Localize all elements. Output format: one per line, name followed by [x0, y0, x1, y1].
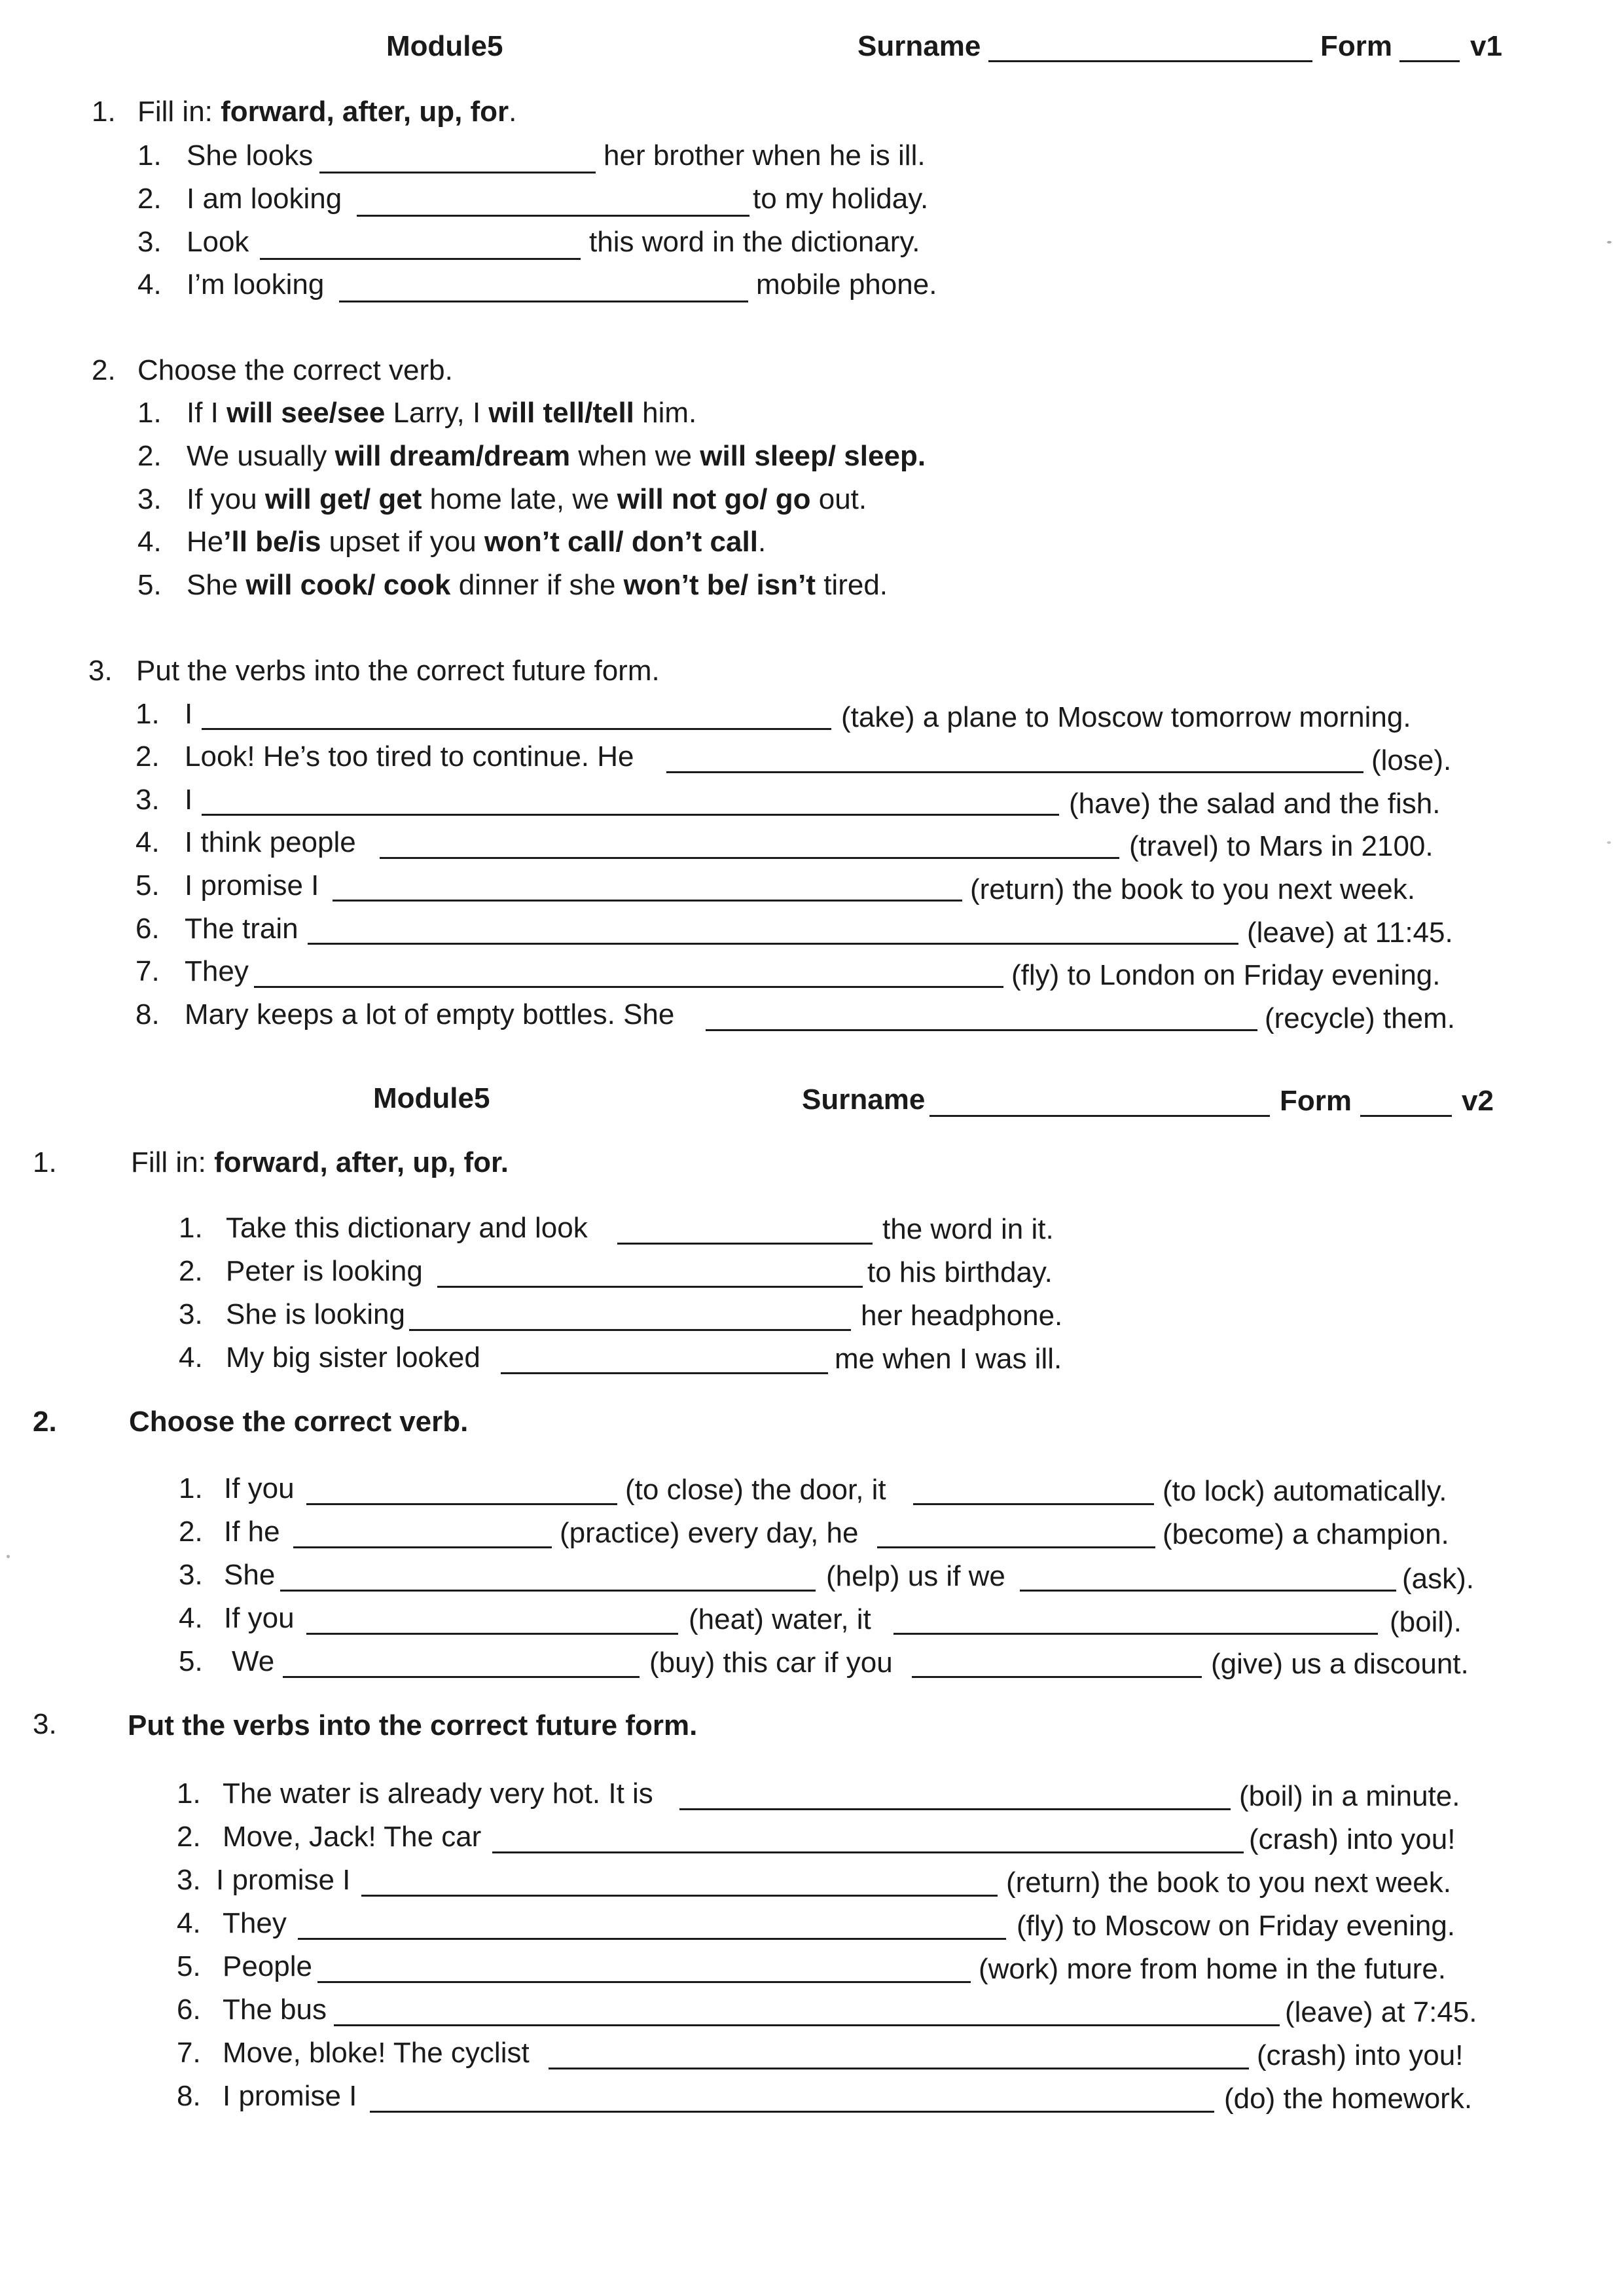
- v2-ex3-item-number: 6.: [177, 1994, 201, 2026]
- v2-ex2-item-text: (heat) water, it: [689, 1603, 871, 1635]
- v1-ex2-instruction: Choose the correct verb.: [137, 354, 453, 386]
- v2-version-label: v2: [1462, 1085, 1494, 1117]
- v1-ex3-answer-blank[interactable]: [666, 771, 1363, 773]
- v2-ex1-item-text: me when I was ill.: [835, 1343, 1062, 1375]
- scan-speck: [7, 1555, 10, 1558]
- v1-ex2-item-text: He’ll be/is upset if you won’t call/ don’t call.: [187, 526, 767, 558]
- v1-ex2-item-number: 5.: [137, 569, 162, 601]
- v1-ex3-item-number: 5.: [135, 869, 160, 902]
- v1-surname-line[interactable]: [988, 60, 1312, 62]
- v1-ex3-item-number: 4.: [135, 826, 160, 858]
- v1-ex1-item-text: I’m looking: [187, 268, 325, 301]
- v2-ex3-item-text: (crash) into you!: [1257, 2039, 1464, 2071]
- v1-ex3-item-number: 2.: [135, 740, 160, 773]
- v2-ex3-item-number: 2.: [177, 1821, 201, 1853]
- v2-ex1-answer-blank[interactable]: [409, 1329, 851, 1331]
- v2-ex2-item-text: (buy) this car if you: [649, 1647, 893, 1679]
- v2-ex3-answer-blank[interactable]: [361, 1895, 998, 1897]
- v2-ex3-answer-blank[interactable]: [317, 1981, 971, 1983]
- v1-ex1-item-text: this word in the dictionary.: [589, 226, 920, 258]
- v1-ex1-answer-blank[interactable]: [357, 215, 749, 217]
- v1-ex3-answer-blank[interactable]: [202, 728, 831, 730]
- v1-ex1-item-text: mobile phone.: [756, 268, 937, 301]
- v1-ex1-item-number: 2.: [137, 183, 162, 215]
- v2-ex3-item-text: (work) more from home in the future.: [979, 1953, 1447, 1985]
- v1-ex1-instruction: Fill in: forward, after, up, for.: [137, 96, 517, 128]
- v1-ex3-item-number: 8.: [135, 998, 160, 1030]
- v2-ex3-item-text: (return) the book to you next week.: [1006, 1867, 1451, 1899]
- v1-ex2-item-number: 4.: [137, 526, 162, 558]
- scan-speck: [1607, 841, 1611, 844]
- scan-speck: [1607, 241, 1612, 244]
- v1-ex3-answer-blank[interactable]: [333, 900, 962, 902]
- v2-ex1-item-number: 2.: [179, 1255, 203, 1287]
- v2-surname-line[interactable]: [929, 1115, 1270, 1117]
- v1-ex2-item-text: We usually will dream/dream when we will sleep/ sleep.: [187, 440, 926, 472]
- v2-ex2-answer-blank[interactable]: [877, 1546, 1155, 1548]
- v2-form-line[interactable]: [1360, 1115, 1452, 1117]
- v2-ex3-instruction: Put the verbs into the correct future form.: [128, 1709, 698, 1741]
- v2-ex2-answer-blank[interactable]: [306, 1633, 678, 1635]
- v2-ex3-item-text: (boil) in a minute.: [1239, 1780, 1460, 1812]
- v2-ex3-item-text: The bus: [223, 1994, 327, 2026]
- v1-ex3-item-number: 6.: [135, 913, 160, 945]
- v1-ex1-number: 1.: [92, 96, 116, 128]
- v2-ex3-answer-blank[interactable]: [334, 2024, 1280, 2026]
- v1-ex3-item-text: (lose).: [1371, 744, 1452, 776]
- v2-ex3-item-text: They: [223, 1907, 287, 1939]
- v2-ex2-number: 2.: [33, 1406, 57, 1438]
- v2-ex3-item-text: I promise I: [223, 2080, 357, 2112]
- v2-ex2-item-text: (become) a champion.: [1163, 1518, 1449, 1550]
- v2-ex3-answer-blank[interactable]: [549, 2068, 1249, 2069]
- v2-ex2-item-text: We: [232, 1645, 275, 1677]
- v1-ex3-item-text: (return) the book to you next week.: [970, 873, 1415, 905]
- v1-ex3-item-text: I promise I: [185, 869, 319, 902]
- v2-ex2-answer-blank[interactable]: [293, 1546, 552, 1548]
- v2-ex2-item-text: If he: [224, 1516, 280, 1548]
- v1-form-line[interactable]: [1399, 60, 1460, 62]
- v1-ex2-number: 2.: [92, 354, 116, 386]
- v2-ex2-answer-blank[interactable]: [913, 1503, 1154, 1505]
- v2-ex3-item-text: People: [223, 1950, 313, 1982]
- v1-ex1-item-number: 3.: [137, 226, 162, 258]
- v1-ex3-item-text: I: [185, 698, 193, 730]
- v2-form-label: Form: [1280, 1085, 1352, 1117]
- v1-ex1-item-text: She looks: [187, 139, 314, 172]
- v2-ex2-answer-blank[interactable]: [283, 1676, 640, 1678]
- v2-ex3-answer-blank[interactable]: [492, 1851, 1244, 1853]
- v2-ex1-item-text: to his birthday.: [867, 1256, 1053, 1288]
- v2-ex3-item-text: Move, Jack! The car: [223, 1821, 482, 1853]
- v2-ex2-item-text: (give) us a discount.: [1211, 1648, 1469, 1680]
- v1-ex3-item-text: The train: [185, 913, 298, 945]
- v1-ex3-answer-blank[interactable]: [202, 814, 1059, 816]
- v2-ex1-answer-blank[interactable]: [617, 1243, 873, 1245]
- v1-ex1-answer-blank[interactable]: [339, 301, 748, 302]
- v2-ex1-item-text: the word in it.: [882, 1213, 1054, 1245]
- v1-form-label: Form: [1320, 30, 1392, 62]
- v1-ex3-instruction: Put the verbs into the correct future form.: [136, 655, 660, 687]
- v2-ex2-answer-blank[interactable]: [280, 1590, 816, 1592]
- v2-ex3-item-text: (crash) into you!: [1249, 1823, 1456, 1855]
- v2-ex2-answer-blank[interactable]: [1020, 1590, 1396, 1592]
- v1-ex2-item-number: 3.: [137, 483, 162, 515]
- v1-ex3-item-text: (recycle) them.: [1265, 1002, 1455, 1034]
- v1-ex2-item-number: 2.: [137, 440, 162, 472]
- v1-ex3-item-text: I think people: [185, 826, 356, 858]
- v1-ex1-item-number: 1.: [137, 139, 162, 172]
- v2-ex1-item-text: her headphone.: [861, 1300, 1063, 1332]
- v1-ex3-item-number: 3.: [135, 784, 160, 816]
- v1-ex3-number: 3.: [88, 655, 113, 687]
- v1-surname-label: Surname: [857, 30, 981, 62]
- v2-ex1-number: 1.: [33, 1146, 57, 1178]
- v1-ex3-answer-blank[interactable]: [706, 1029, 1257, 1031]
- v1-ex3-item-text: (fly) to London on Friday evening.: [1011, 959, 1441, 991]
- v2-ex1-item-number: 3.: [179, 1298, 203, 1330]
- v1-ex3-item-text: Look! He’s too tired to continue. He: [185, 740, 634, 773]
- v2-ex1-item-number: 4.: [179, 1341, 203, 1374]
- v2-ex3-answer-blank[interactable]: [298, 1938, 1006, 1940]
- v2-ex2-item-text: She: [224, 1559, 276, 1591]
- v1-ex2-item-text: If I will see/see Larry, I will tell/tell him.: [187, 397, 697, 429]
- v1-ex2-item-number: 1.: [137, 397, 162, 429]
- v1-ex2-item-text: If you will get/ get home late, we will not go/ go out.: [187, 483, 867, 515]
- v2-ex2-item-number: 3.: [179, 1559, 203, 1591]
- v1-ex3-item-text: Mary keeps a lot of empty bottles. She: [185, 998, 675, 1030]
- v2-ex2-instruction: Choose the correct verb.: [129, 1406, 469, 1438]
- v2-ex2-answer-blank[interactable]: [306, 1503, 617, 1505]
- v2-ex3-item-number: 5.: [177, 1950, 201, 1982]
- v2-ex3-answer-blank[interactable]: [679, 1808, 1231, 1810]
- v2-ex2-item-text: (boil).: [1390, 1606, 1462, 1638]
- v2-ex3-item-text: I promise I: [216, 1864, 351, 1896]
- v2-ex2-item-text: (to close) the door, it: [625, 1474, 886, 1506]
- v1-ex1-word-list: forward, after, up, for: [221, 96, 509, 128]
- v2-ex2-answer-blank[interactable]: [893, 1633, 1378, 1635]
- v2-ex1-answer-blank[interactable]: [437, 1286, 863, 1288]
- v2-ex3-item-number: 8.: [177, 2080, 201, 2112]
- v2-surname-label: Surname: [802, 1084, 926, 1116]
- v2-ex1-answer-blank[interactable]: [501, 1372, 828, 1374]
- v2-ex2-item-text: (help) us if we: [826, 1560, 1005, 1592]
- v2-ex3-item-text: Move, bloke! The cyclist: [223, 2037, 530, 2069]
- v2-ex2-item-number: 2.: [179, 1516, 203, 1548]
- v1-ex1-item-text: her brother when he is ill.: [604, 139, 926, 172]
- v2-ex3-item-text: (do) the homework.: [1224, 2083, 1473, 2115]
- v2-ex2-item-number: 1.: [179, 1472, 203, 1504]
- v2-ex3-item-number: 3.: [177, 1864, 201, 1896]
- v2-ex3-number: 3.: [33, 1708, 57, 1740]
- v1-ex3-item-text: They: [185, 955, 249, 987]
- v1-ex3-item-text: (take) a plane to Moscow tomorrow morning.: [841, 701, 1411, 733]
- v1-ex3-answer-blank[interactable]: [254, 986, 1003, 988]
- v1-ex1-item-text: Look: [187, 226, 249, 258]
- v1-ex3-item-number: 1.: [135, 698, 160, 730]
- v2-ex2-item-number: 4.: [179, 1602, 203, 1634]
- v2-ex3-item-number: 4.: [177, 1907, 201, 1939]
- v2-ex1-word-list: forward, after, up, for.: [214, 1146, 509, 1178]
- v1-ex2-item-text: She will cook/ cook dinner if she won’t be/ isn’t tired.: [187, 569, 888, 601]
- v1-ex3-item-number: 7.: [135, 955, 160, 987]
- v1-ex3-item-text: I: [185, 784, 193, 816]
- v2-ex3-item-number: 1.: [177, 1777, 201, 1810]
- v1-ex3-item-text: (travel) to Mars in 2100.: [1129, 830, 1434, 862]
- v1-ex1-item-number: 4.: [137, 268, 162, 301]
- v1-ex1-answer-blank[interactable]: [260, 258, 581, 260]
- v2-ex2-item-text: If you: [224, 1602, 295, 1634]
- v1-version-label: v1: [1470, 30, 1502, 62]
- v2-ex3-item-text: (leave) at 7:45.: [1285, 1996, 1477, 2028]
- v2-ex3-item-number: 7.: [177, 2037, 201, 2069]
- v1-ex3-item-text: (have) the salad and the fish.: [1069, 788, 1441, 820]
- v2-ex2-item-number: 5.: [179, 1645, 203, 1677]
- v2-ex1-instruction: Fill in: forward, after, up, for.: [131, 1146, 509, 1178]
- v2-ex2-item-text: If you: [224, 1472, 295, 1504]
- v2-ex1-item-text: She is looking: [226, 1298, 405, 1330]
- v2-ex2-item-text: (ask).: [1402, 1563, 1474, 1595]
- v2-ex1-item-text: Peter is looking: [226, 1255, 423, 1287]
- v2-ex3-answer-blank[interactable]: [370, 2111, 1214, 2113]
- v1-ex1-answer-blank[interactable]: [319, 172, 596, 173]
- v2-ex3-item-text: (fly) to Moscow on Friday evening.: [1017, 1910, 1456, 1942]
- v2-ex1-item-number: 1.: [179, 1212, 203, 1244]
- v1-ex3-answer-blank[interactable]: [380, 857, 1119, 859]
- v1-ex1-item-text: to my holiday.: [753, 183, 929, 215]
- v1-ex3-item-text: (leave) at 11:45.: [1247, 917, 1453, 949]
- v2-ex1-item-text: My big sister looked: [226, 1341, 480, 1374]
- v1-ex1-item-text: I am looking: [187, 183, 342, 215]
- v2-ex2-answer-blank[interactable]: [912, 1676, 1202, 1678]
- v1-ex3-answer-blank[interactable]: [308, 943, 1238, 945]
- v2-module-title: Module5: [373, 1082, 490, 1114]
- v2-ex2-item-text: (to lock) automatically.: [1163, 1475, 1447, 1507]
- v2-ex2-item-text: (practice) every day, he: [560, 1517, 859, 1549]
- v2-ex3-item-text: The water is already very hot. It is: [223, 1777, 653, 1810]
- v2-ex1-item-text: Take this dictionary and look: [226, 1212, 588, 1244]
- v1-module-title: Module5: [386, 30, 503, 62]
